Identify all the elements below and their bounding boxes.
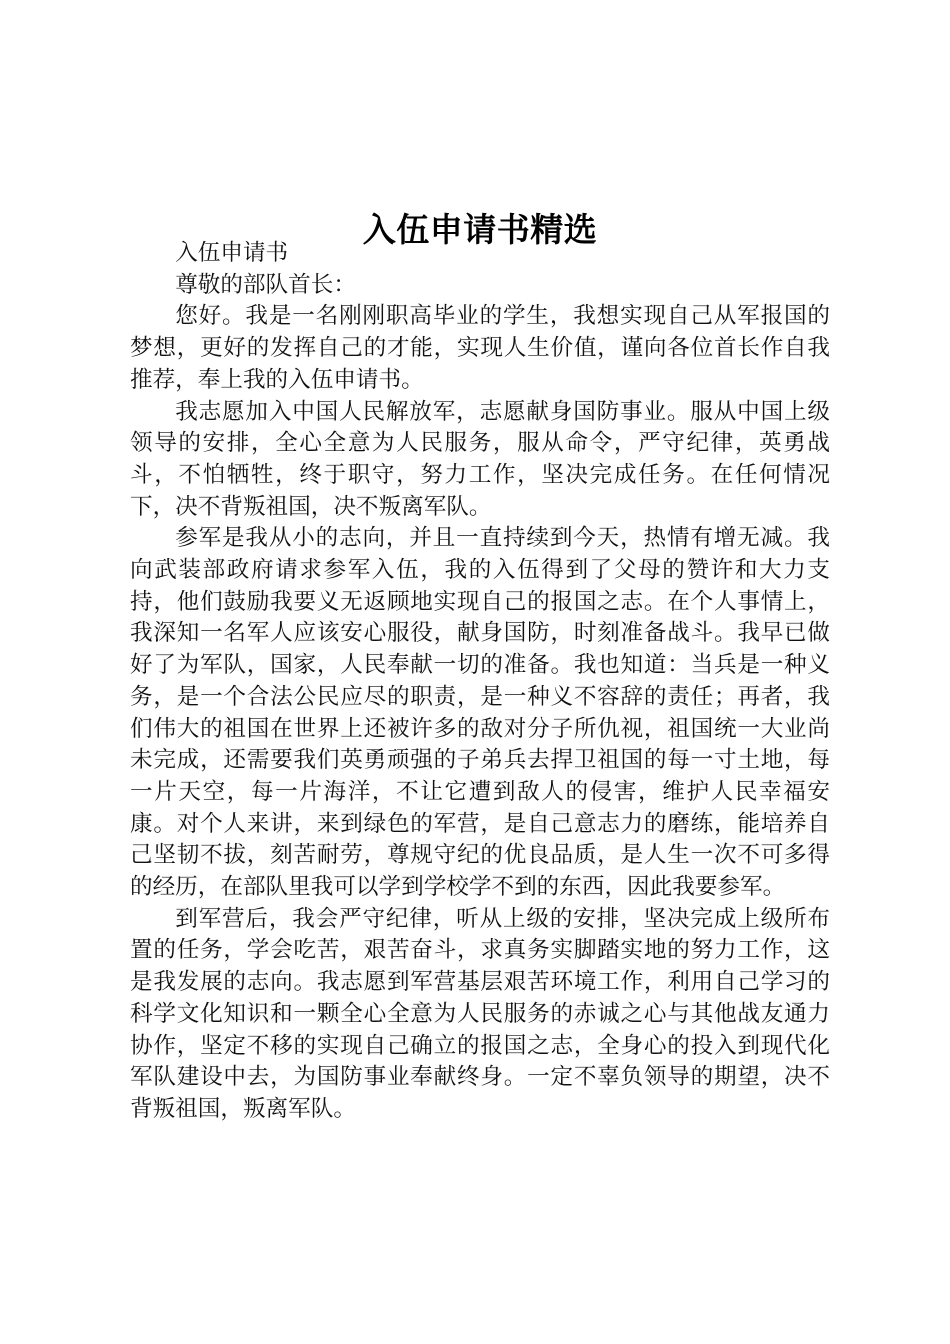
paragraph-salutation: 尊敬的部队首长： (175, 271, 356, 298)
document-body (130, 238, 830, 1126)
paragraph-pledge: 我志愿加入中国人民解放军，志愿献身国防事业。服从中国上级领导的安排，全心全意为人民服务，服从命令，严守纪律，英勇战斗，不怕牺牲，终于职守，努力工作，坚决完成任务。在任何情况下，决不背叛祖国，决不叛离军队。 (130, 398, 830, 520)
document-title: 入伍申请书精选 (362, 210, 598, 250)
paragraph-commitment: 到军营后，我会严守纪律，听从上级的安排，坚决完成上级所布置的任务，学会吃苦，艰苦奋斗，求真务实脚踏实地的努力工作，这是我发展的志向。我志愿到军营基层艰苦环境工作，利用自己学习的科学文化知识和一颗全心全意为人民服务的赤诚之心与其他战友通力协作，坚定不移的实现自己确立的报国之志，全身心的投入到现代化军队建设中去，为国防事业奉献终身。一定不辜负领导的期望，决不背叛祖国，叛离军队。 (130, 905, 830, 1122)
paragraph-greeting: 您好。我是一名刚刚职高毕业的学生，我想实现自己从军报国的梦想，更好的发挥自己的才能，实现人生价值，谨向各位首长作自我推荐，奉上我的入伍申请书。 (130, 303, 830, 393)
paragraph-heading: 入伍申请书 (175, 240, 289, 266)
paragraph-motivation: 参军是我从小的志向，并且一直持续到今天，热情有增无减。我向武装部政府请求参军入伍，我的入伍得到了父母的赞许和大力支持，他们鼓励我要义无返顾地实现自己的报国之志。在个人事情上，我深知一名军人应该安心服役，献身国防，时刻准备战斗。我早已做好了为军队，国家，人民奉献一切的准备。我也知道：当兵是一种义务，是一个合法公民应尽的职责，是一种义不容辞的责任；再者，我们伟大的祖国在世界上还被许多的敌对分子所仇视，祖国统一大业尚未完成，还需要我们英勇顽强的子弟兵去捍卫祖国的每一寸土地，每一片天空，每一片海洋，不让它遭到敌人的侵害，维护人民幸福安康。对个人来讲，来到绿色的军营，是自己意志力的磨练，能培养自己坚韧不拔，刻苦耐劳，尊规守纪的优良品质，是人生一次不可多得的经历，在部队里我可以学到学校学不到的东西，因此我要参军。 (130, 525, 830, 901)
